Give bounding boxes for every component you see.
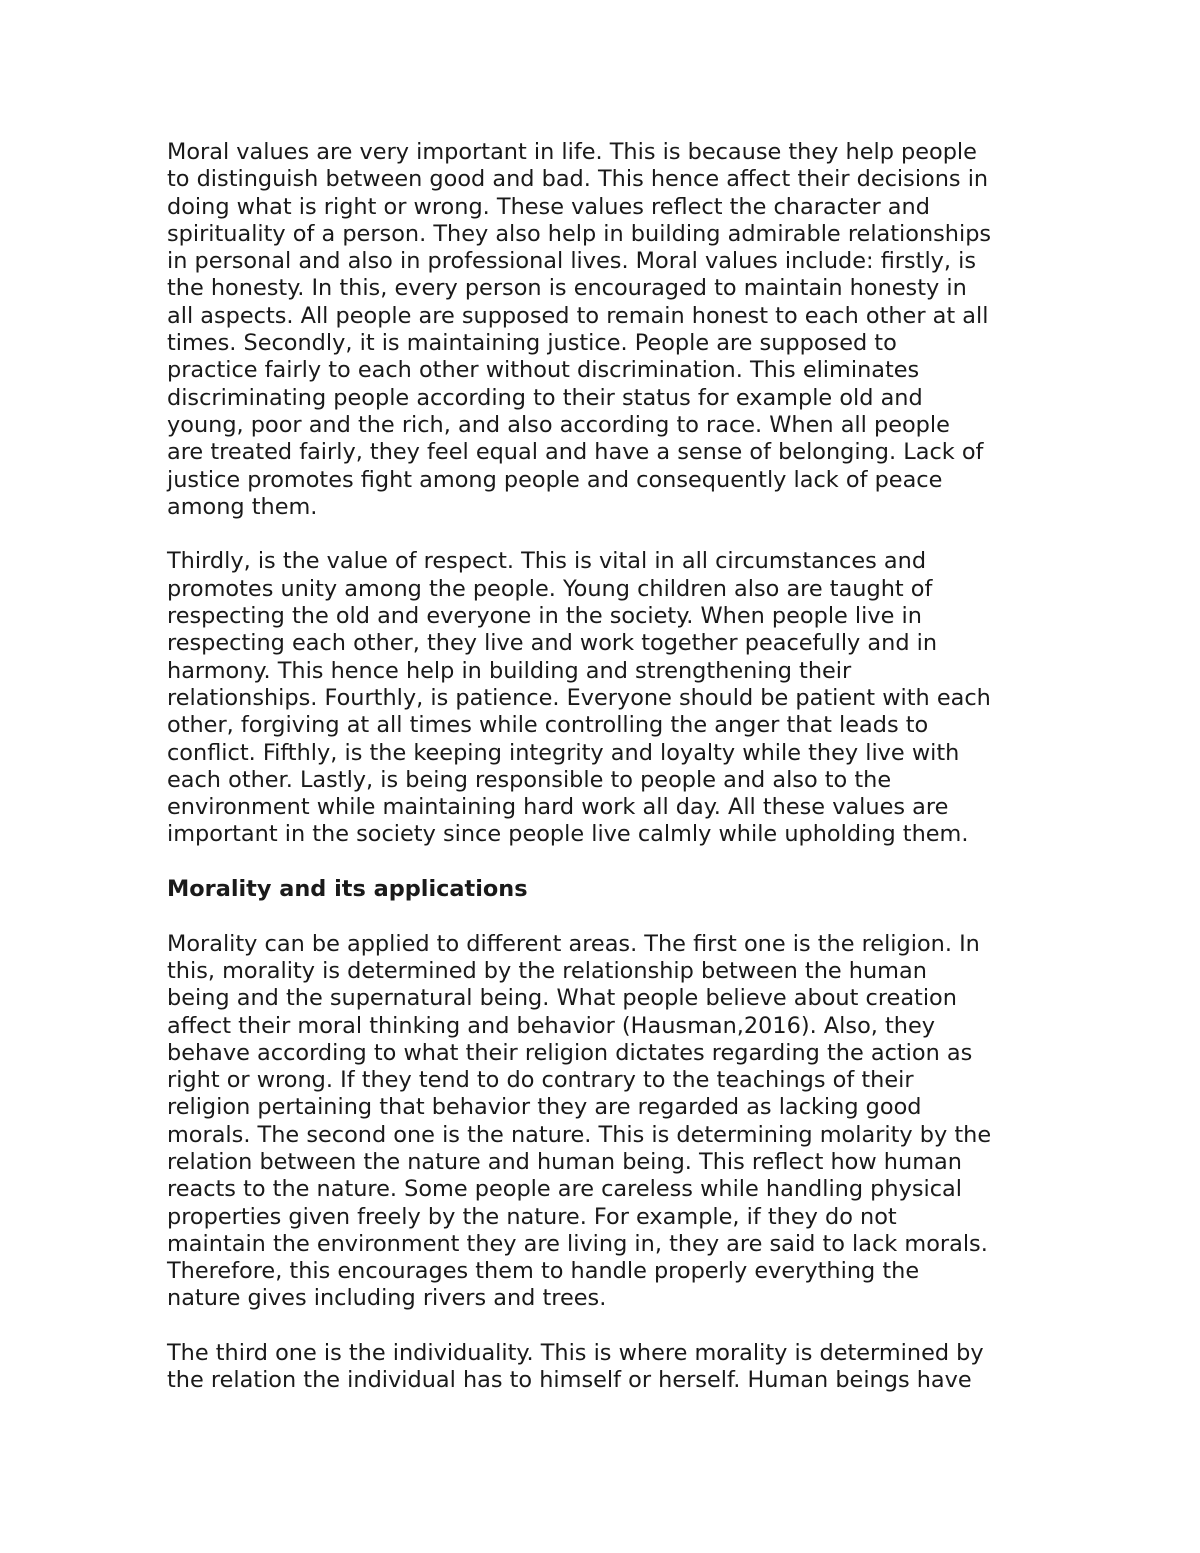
paragraph-individuality: The third one is the individuality. This is where morality is determined by the relation the individual has to himself or herself. Human beings have	[167, 1340, 984, 1394]
paragraph-moral-values: Moral values are very important in life. This is because they help people to distinguish between good and bad. This hence affect their decisions in doing what is right or wrong. These values reflect the character and spirituality of a person. They also help in building admirable relationships in personal and also in professional lives. Moral values include: firstly, is the honesty. In this, every person is encouraged to maintain honesty in all aspects. All people are supposed to remain honest to each other at all times. Secondly, it is maintaining justice. People are supposed to practice fairly to each other without discrimination. This eliminates discriminating people according to their status for example old and young, poor and the rich, and also according to race. When all people are treated fairly, they feel equal and have a sense of belonging. Lack of justice promotes fight among people and consequently lack of peace among them.	[167, 139, 992, 520]
paragraph-morality-areas: Morality can be applied to different areas. The first one is the religion. In this, morality is determined by the relationship between the human being and the supernatural being. What people believe about creation affect their moral thinking and behavior (Hausman,2016). Also, they behave according to what their religion dictates regarding the action as right or wrong. If they tend to do contrary to the teachings of their religion pertaining that behavior they are regarded as lacking good morals. The second one is the nature. This is determining molarity by the relation between the nature and human being. This reflect how human reacts to the nature. Some people are careless while handling physical properties given freely by the nature. For example, if they do not maintain the environment they are living in, they are said to lack morals. Therefore, this encourages them to handle properly everything the nature gives including rivers and trees.	[167, 930, 992, 1312]
paragraph-respect: Thirdly, is the value of respect. This is vital in all circumstances and promotes unity among the people. Young children also are taught of respecting the old and everyone in the society. When people live in respecting each other, they live and work together peacefully and in harmony. This hence help in building and strengthening their relationships. Fourthly, is patience. Everyone should be patient with each other, forgiving at all times while controlling the anger that leads to conflict. Fifthly, is the keeping integrity and loyalty while they live with each other. Lastly, is being responsible to people and also to the environment while maintaining hard work all day. All these values are important in the society since people live calmly while upholding them.	[167, 548, 991, 848]
section-heading-morality-applications: Morality and its applications	[167, 876, 528, 903]
document-body	[167, 139, 1047, 1422]
